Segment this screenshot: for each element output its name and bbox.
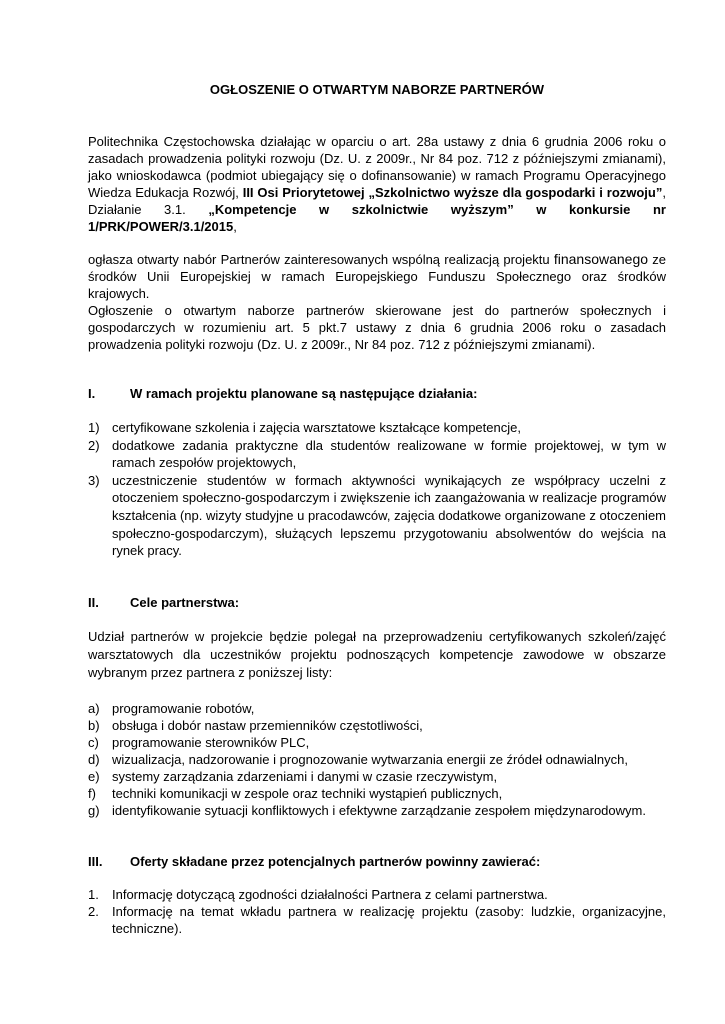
page-title: OGŁOSZENIE O OTWARTYM NABORZE PARTNERÓW — [209, 82, 545, 97]
list-item-text: Informację na temat wkładu partnera w realizację projektu (zasoby: ludzkie, organizacyjne, techniczne). — [112, 903, 666, 936]
intro-text-3: , — [233, 219, 237, 234]
list-item-text: identyfikowanie sytuacji konfliktowych i efektywne zarządzanie zespołem międzynarodowym. — [112, 802, 646, 818]
list-item — [88, 768, 666, 785]
list-item — [88, 472, 666, 560]
list-item-text: dodatkowe zadania praktyczne dla studentów realizowane w formie projektowej, w tym w ramach zespołów projektowych, — [112, 437, 666, 471]
intro-paragraph — [88, 133, 666, 235]
list-item — [88, 419, 666, 437]
announcement-financed: finansowanego — [553, 251, 649, 267]
list-marker: b) — [88, 717, 100, 733]
section-3-heading — [88, 853, 666, 870]
section-2-number: II. — [88, 594, 99, 610]
list-marker: d) — [88, 751, 100, 767]
section-2-title: Cele partnerstwa: — [130, 594, 240, 610]
list-marker: e) — [88, 768, 100, 784]
list-item-text: programowanie robotów, — [112, 700, 255, 716]
list-marker: c) — [88, 734, 99, 750]
list-item-text: certyfikowane szkolenia i zajęcia warsztatowe kształcące kompetencje, — [112, 420, 521, 435]
target-paragraph: Ogłoszenie o otwartym naborze partnerów skierowane jest do partnerów społecznych i gospodarczych w rozumieniu art. 5 pkt.7 ustawy z dnia 6 grudnia 2006 roku o zasadach prowadzenia polityki rozwoju (Dz. U. z 2009r., Nr 84 poz. 712 z późniejszymi zmianami). — [88, 303, 666, 352]
list-item — [88, 903, 666, 937]
list-item-text: uczestniczenie studentów w formach aktywności wynikających ze współpracy uczelni z otoczeniem społeczno-gospodarczym i zwiększenie ich zaangażowania w realizacje programów kształcenia (np. wizyty studyjne u pracodawców, zajęcia dodatkowe organizowane z otoczeniem społeczno-gospodarczym), służących lepszemu przygotowaniu absolwentów do wejścia na rynek pracy. — [112, 472, 666, 559]
competition-name: „Kompetencje w szkolnictwie wyższym” w konkursie nr 1/PRK/POWER/3.1/2015 — [88, 202, 666, 234]
section-1-title: W ramach projektu planowane są następujące działania: — [130, 386, 478, 401]
list-marker: f) — [88, 785, 96, 801]
list-item-text: systemy zarządzania zdarzeniami i danymi w czasie rzeczywistym, — [112, 768, 498, 784]
intro-text-2: , Działanie 3.1. — [88, 185, 666, 217]
list-marker: 3) — [88, 472, 100, 488]
document-page — [88, 82, 666, 937]
section-1-heading — [88, 385, 666, 402]
section-1-number: I. — [88, 386, 96, 401]
list-item — [88, 785, 666, 802]
offer-requirements-list — [88, 886, 666, 937]
list-marker: 2. — [88, 903, 99, 919]
priority-axis-name: III Osi Priorytetowej „Szkolnictwo wyższe dla gospodarki i rozwoju” — [242, 185, 663, 200]
announcement-paragraph — [88, 251, 666, 302]
section-2-heading — [88, 594, 666, 611]
list-item — [88, 886, 666, 903]
intro-text-1: Politechnika Częstochowska działając w oparciu o art. 28a ustawy z dnia 6 grudnia 2006 roku o zasadach prowadzenia polityki rozwoju (Dz. U. z 2009r., Nr 84 poz. 712 z późniejszymi zmianami), jako wnioskodawca (podmiot ubiegający się o dofinansowanie) w ramach Programu Operacyjnego Wiedza Edukacja Rozwój, — [88, 134, 666, 200]
list-marker: 1. — [88, 886, 99, 902]
topics-list — [88, 700, 666, 819]
list-item — [88, 734, 666, 751]
list-marker: 2) — [88, 437, 100, 453]
list-item-text: wizualizacja, nadzorowanie i prognozowanie wytwarzania energii ze źródeł odnawialnych, — [112, 751, 628, 767]
list-marker: g) — [88, 802, 100, 818]
list-item-text: obsługa i dobór nastaw przemienników częstotliwości, — [112, 717, 423, 733]
list-item — [88, 802, 666, 819]
announcement-text-1: ogłasza otwarty nabór Partnerów zainteresowanych wspólną realizacją projektu — [88, 252, 554, 267]
list-item-text: Informację dotyczącą zgodności działalności Partnera z celami partnerstwa. — [112, 886, 548, 902]
list-marker: 1) — [88, 420, 100, 435]
list-marker: a) — [88, 700, 100, 716]
list-item — [88, 700, 666, 717]
goals-paragraph: Udział partnerów w projekcie będzie polegał na przeprowadzeniu certyfikowanych szkoleń/zajęć warsztatowych dla uczestników projektu podnoszących kompetencje zawodowe w obszarze wybranym przez partnera z poniższej listy: — [88, 628, 666, 680]
list-item — [88, 717, 666, 734]
section-3-title: Oferty składane przez potencjalnych partnerów powinny zawierać: — [130, 853, 541, 869]
list-item-text: techniki komunikacji w zespole oraz techniki wystąpień publicznych, — [112, 785, 503, 801]
section-3-number: III. — [88, 853, 103, 869]
list-item — [88, 437, 666, 472]
announcement-text-2: ze środków Unii Europejskiej w ramach Europejskiego Funduszu Społecznego oraz środków krajowych. — [88, 252, 666, 301]
list-item — [88, 751, 666, 768]
actions-list — [88, 419, 666, 560]
list-item-text: programowanie sterowników PLC, — [112, 734, 310, 750]
